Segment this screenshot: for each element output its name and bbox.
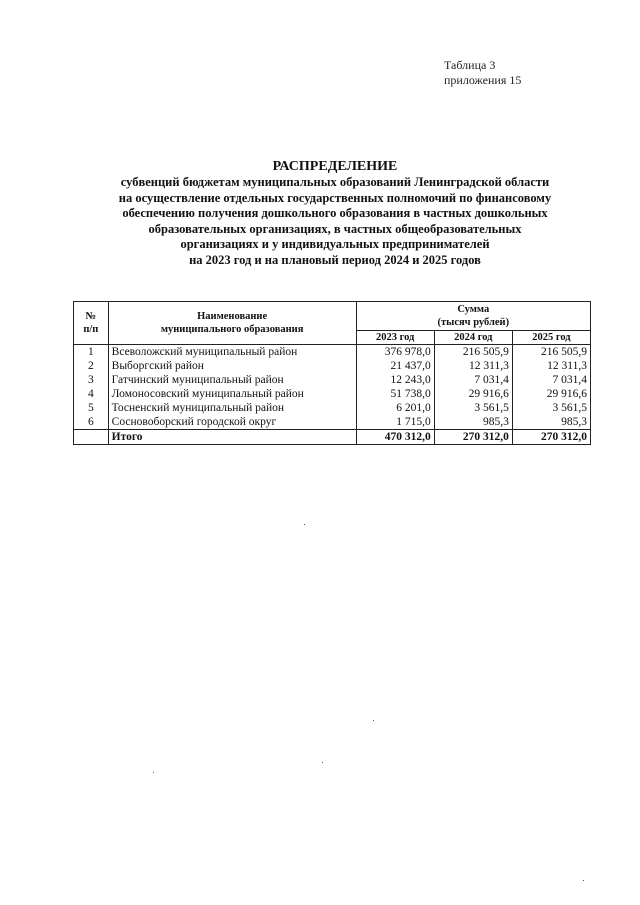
title-line: организациях и у индивидуальных предпринимателей	[180, 237, 490, 251]
row-name: Всеволожский муниципальный район	[108, 345, 356, 360]
row-value-2024: 985,3	[434, 415, 512, 430]
scan-speck	[153, 772, 154, 773]
row-value-2023: 6 201,0	[356, 401, 434, 415]
table-row	[74, 401, 591, 415]
row-name: Гатчинский муниципальный район	[108, 373, 356, 387]
table-row	[74, 415, 591, 430]
header-name	[108, 302, 356, 345]
row-value-2024: 29 916,6	[434, 387, 512, 401]
table-row	[74, 387, 591, 401]
row-value-2024: 12 311,3	[434, 359, 512, 373]
row-number: 1	[74, 345, 109, 360]
total-number-cell	[74, 430, 109, 445]
row-value-2023: 376 978,0	[356, 345, 434, 360]
total-value-2025: 270 312,0	[512, 430, 590, 445]
scan-speck	[373, 720, 374, 721]
title-heading: РАСПРЕДЕЛЕНИЕ	[272, 159, 398, 174]
header-name-line2: муниципального образования	[160, 324, 304, 335]
scan-speck	[304, 524, 305, 525]
row-number: 2	[74, 359, 109, 373]
scan-speck	[583, 880, 584, 881]
header-number	[74, 302, 109, 345]
row-value-2024: 7 031,4	[434, 373, 512, 387]
total-label: Итого	[108, 430, 356, 445]
year-2025: 2025 год	[512, 331, 590, 345]
table-number: Таблица 3	[444, 58, 496, 72]
row-name: Сосновоборский городской округ	[108, 415, 356, 430]
row-value-2025: 29 916,6	[512, 387, 590, 401]
year-2023: 2023 год	[356, 331, 434, 345]
row-number: 3	[74, 373, 109, 387]
table-row	[74, 345, 591, 360]
header-sum	[356, 302, 590, 331]
row-value-2023: 21 437,0	[356, 359, 434, 373]
row-name: Тосненский муниципальный район	[108, 401, 356, 415]
table-reference	[444, 58, 521, 88]
row-number: 5	[74, 401, 109, 415]
row-name: Выборгский район	[108, 359, 356, 373]
appendix-reference: приложения 15	[444, 73, 522, 87]
row-value-2025: 3 561,5	[512, 401, 590, 415]
header-name-line1: Наименование	[197, 311, 268, 322]
table-total-row	[74, 430, 591, 445]
row-value-2025: 985,3	[512, 415, 590, 430]
row-value-2023: 51 738,0	[356, 387, 434, 401]
document-title	[60, 158, 610, 268]
row-value-2023: 12 243,0	[356, 373, 434, 387]
title-line: образовательных организациях, в частных общеобразовательных	[148, 221, 522, 236]
title-line: на осуществление отдельных государственных полномочий по финансовому	[118, 190, 552, 205]
row-value-2024: 3 561,5	[434, 401, 512, 415]
title-line: на 2023 год и на плановый период 2024 и 2025 годов	[189, 252, 481, 267]
table-row	[74, 359, 591, 373]
header-sum-line1: Сумма	[457, 304, 490, 315]
title-line: обеспечению получения дошкольного образования в частных дошкольных	[122, 206, 548, 220]
year-2024: 2024 год	[434, 331, 512, 345]
row-value-2024: 216 505,9	[434, 345, 512, 360]
total-value-2024: 270 312,0	[434, 430, 512, 445]
row-value-2023: 1 715,0	[356, 415, 434, 430]
row-number: 4	[74, 387, 109, 401]
total-value-2023: 470 312,0	[356, 430, 434, 445]
header-number-symbol: №	[85, 311, 97, 322]
title-line: субвенций бюджетам муниципальных образований Ленинградской области	[120, 175, 550, 189]
table-row	[74, 373, 591, 387]
table-header-row	[74, 302, 591, 331]
distribution-table	[73, 301, 591, 445]
row-number: 6	[74, 415, 109, 430]
row-name: Ломоносовский муниципальный район	[108, 387, 356, 401]
scan-speck	[322, 762, 323, 763]
row-value-2025: 12 311,3	[512, 359, 590, 373]
header-number-abbr: п/п	[83, 324, 99, 335]
row-value-2025: 216 505,9	[512, 345, 590, 360]
row-value-2025: 7 031,4	[512, 373, 590, 387]
header-sum-unit: (тысяч рублей)	[437, 317, 510, 328]
